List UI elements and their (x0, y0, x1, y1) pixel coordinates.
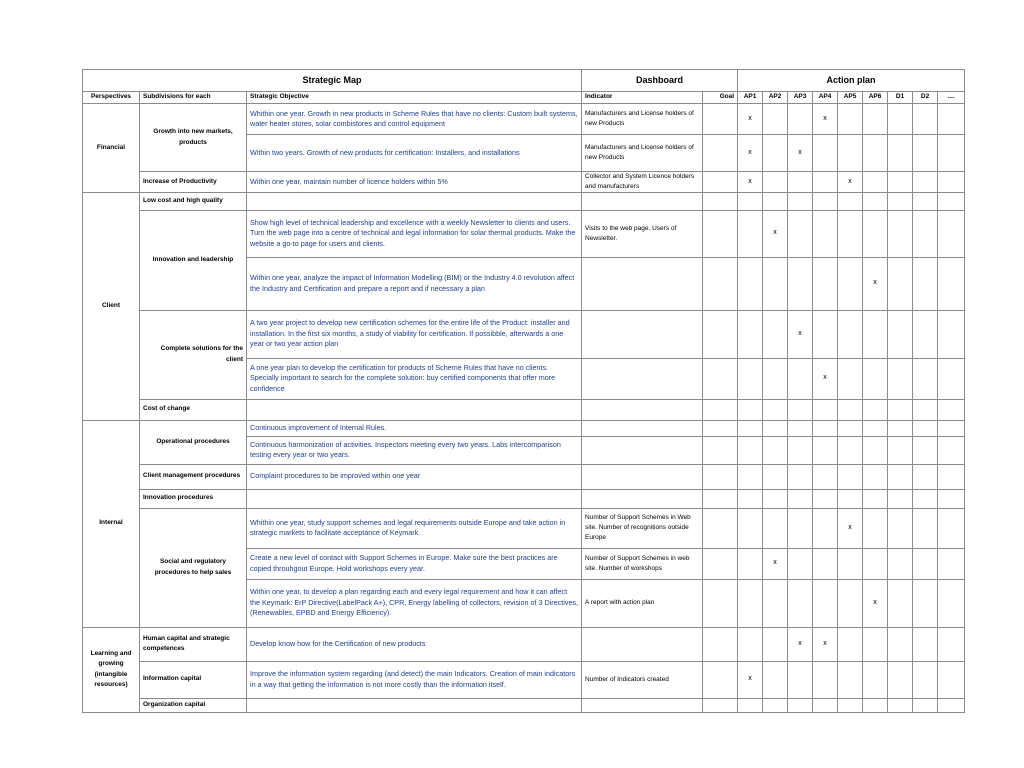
action-plan-mark: x (738, 135, 763, 172)
action-plan-mark (788, 257, 813, 310)
action-plan-mark (838, 104, 863, 135)
ap2-header: AP2 (763, 92, 788, 104)
indicator-cell: A report with action plan (582, 579, 703, 627)
action-plan-mark (738, 579, 763, 627)
goal-cell (703, 464, 738, 489)
action-plan-mark (913, 508, 938, 548)
action-plan-mark (888, 420, 913, 436)
objective-cell: Develop know how for the Certification of new products (247, 627, 582, 661)
action-plan-mark (738, 192, 763, 210)
indicator-cell: Visits to the web page. Users of Newsletter. (582, 210, 703, 257)
goal-cell (703, 698, 738, 712)
action-plan-mark (888, 661, 913, 698)
subdivision-cost-change: Cost of change (140, 399, 247, 420)
action-plan-mark (838, 210, 863, 257)
column-header-row (83, 92, 965, 104)
action-plan-mark (763, 508, 788, 548)
goal-cell (703, 627, 738, 661)
indicator-cell (582, 192, 703, 210)
action-plan-mark (888, 257, 913, 310)
objective-cell: Complaint procedures to be improved within one year (247, 464, 582, 489)
ap1-header: AP1 (738, 92, 763, 104)
action-plan-mark (763, 104, 788, 135)
action-plan-mark (763, 579, 788, 627)
goal-cell (703, 172, 738, 193)
perspective-financial: Financial (83, 104, 140, 193)
subdivision-information: Information capital (140, 661, 247, 698)
objective-header: Strategic Objective (247, 92, 582, 104)
action-plan-mark: x (863, 257, 888, 310)
action-plan-mark (913, 420, 938, 436)
action-plan-mark (763, 358, 788, 399)
action-plan-mark (863, 464, 888, 489)
action-plan-mark (838, 420, 863, 436)
goal-cell (703, 135, 738, 172)
action-plan-mark (738, 358, 763, 399)
action-plan-mark (913, 464, 938, 489)
action-plan-mark (788, 508, 813, 548)
goal-cell (703, 508, 738, 548)
objective-cell: Within one year, to develop a plan regarding each and every legal requirement and how it can affect the Keymark: ErP Directive(LabelPack A+), CPR, Energy labelling of collectors, revision of 3 Directives, (Renewables, EPBD and Energy Efficiency). (247, 579, 582, 627)
table-row (83, 420, 965, 436)
action-plan-mark (888, 399, 913, 420)
goal-cell (703, 489, 738, 508)
subdivision-client-mgmt: Client management procedures (140, 464, 247, 489)
objective-cell: Continuous harmonization of activities. Inspectors meeting every two years. Labs intercomparison testing every year or two years. (247, 436, 582, 464)
action-plan-mark (763, 698, 788, 712)
action-plan-mark (863, 436, 888, 464)
perspectives-header: Perspectives (83, 92, 140, 104)
subdivision-innovation-leadership: Innovation and leadership (140, 210, 247, 310)
action-plan-mark (788, 210, 813, 257)
indicator-cell (582, 420, 703, 436)
subdivisions-header: Subdivisions for each (140, 92, 247, 104)
action-plan-mark (813, 464, 838, 489)
action-plan-mark (938, 192, 965, 210)
table-row (83, 661, 965, 698)
action-plan-mark (738, 489, 763, 508)
indicator-cell (582, 310, 703, 358)
action-plan-mark (788, 464, 813, 489)
action-plan-mark (813, 579, 838, 627)
action-plan-mark (913, 627, 938, 661)
action-plan-mark (888, 172, 913, 193)
action-plan-mark: x (863, 579, 888, 627)
action-plan-mark (938, 548, 965, 579)
action-plan-mark: x (738, 661, 763, 698)
action-plan-mark (838, 135, 863, 172)
action-plan-mark (738, 436, 763, 464)
indicator-cell (582, 436, 703, 464)
action-plan-mark: x (788, 310, 813, 358)
action-plan-mark (763, 310, 788, 358)
action-plan-mark (888, 579, 913, 627)
objective-cell (247, 489, 582, 508)
indicator-cell (582, 464, 703, 489)
table-row (83, 627, 965, 661)
subdivision-human: Human capital and strategic competences (140, 627, 247, 661)
goal-cell (703, 436, 738, 464)
indicator-cell (582, 399, 703, 420)
action-plan-mark: x (813, 358, 838, 399)
action-plan-mark (863, 135, 888, 172)
action-plan-mark (938, 420, 965, 436)
strategic-map-header: Strategic Map (83, 70, 582, 92)
action-plan-mark (838, 698, 863, 712)
action-plan-mark (788, 661, 813, 698)
action-plan-mark (938, 358, 965, 399)
objective-cell (247, 192, 582, 210)
objective-cell: Create a new level of contact with Support Schemes in Europe. Make sure the best practices are copied throuhgout Europe. Hold workshops every year. (247, 548, 582, 579)
action-plan-mark (863, 104, 888, 135)
action-plan-mark (788, 358, 813, 399)
action-plan-mark (938, 464, 965, 489)
subdivision-productivity: Increase of Productivity (140, 172, 247, 193)
action-plan-mark (863, 358, 888, 399)
action-plan-mark (938, 310, 965, 358)
action-plan-mark (913, 104, 938, 135)
action-plan-mark (763, 627, 788, 661)
action-plan-mark (838, 627, 863, 661)
action-plan-mark (838, 464, 863, 489)
action-plan-mark (738, 548, 763, 579)
action-plan-mark: x (813, 104, 838, 135)
dashboard-header: Dashboard (582, 70, 738, 92)
table-row (83, 310, 965, 358)
action-plan-mark (938, 104, 965, 135)
subdivision-organization: Organization capital (140, 698, 247, 712)
action-plan-mark (913, 210, 938, 257)
action-plan-mark (838, 489, 863, 508)
ap4-header: AP4 (813, 92, 838, 104)
action-plan-mark (938, 508, 965, 548)
action-plan-mark (738, 399, 763, 420)
subdivision-complete-solutions: Complete solutions for the client (140, 310, 247, 399)
ap3-header: AP3 (788, 92, 813, 104)
action-plan-mark (788, 104, 813, 135)
action-plan-mark (813, 661, 838, 698)
action-plan-mark (763, 192, 788, 210)
table-row (83, 192, 965, 210)
table-row (83, 698, 965, 712)
action-plan-mark (813, 310, 838, 358)
action-plan-mark (888, 192, 913, 210)
perspective-client: Client (83, 192, 140, 420)
action-plan-mark (913, 135, 938, 172)
action-plan-mark (863, 192, 888, 210)
action-plan-mark: x (788, 627, 813, 661)
action-plan-mark (763, 135, 788, 172)
action-plan-mark (888, 698, 913, 712)
action-plan-mark (888, 104, 913, 135)
action-plan-mark (763, 436, 788, 464)
action-plan-mark (863, 698, 888, 712)
action-plan-mark: x (788, 135, 813, 172)
action-plan-mark (813, 399, 838, 420)
action-plan-mark (888, 310, 913, 358)
action-plan-mark (888, 436, 913, 464)
action-plan-mark (938, 172, 965, 193)
action-plan-mark (913, 436, 938, 464)
action-plan-mark (888, 627, 913, 661)
objective-cell: Whithin one year. Growth in new products in Scheme Rules that have no clients: Custom built systems, water heater stores, solar combistores and control equipment (247, 104, 582, 135)
table-row (83, 489, 965, 508)
action-plan-mark: x (838, 172, 863, 193)
goal-cell (703, 399, 738, 420)
action-plan-mark (838, 310, 863, 358)
subdivision-growth: Growth into new markets, products (140, 104, 247, 172)
action-plan-mark (738, 257, 763, 310)
table-row (83, 508, 965, 548)
action-plan-mark (788, 399, 813, 420)
indicator-header: Indicator (582, 92, 703, 104)
action-plan-mark (913, 489, 938, 508)
indicator-cell (582, 698, 703, 712)
action-plan-mark (788, 489, 813, 508)
action-plan-mark (863, 399, 888, 420)
action-plan-mark (788, 698, 813, 712)
action-plan-mark (788, 548, 813, 579)
perspective-internal: Internal (83, 420, 140, 627)
action-plan-mark (938, 661, 965, 698)
action-plan-mark (888, 135, 913, 172)
goal-cell (703, 310, 738, 358)
subdivision-operational: Operational procedures (140, 420, 247, 464)
objective-cell: Continuous improvement of Internal Rules. (247, 420, 582, 436)
action-plan-mark (813, 548, 838, 579)
indicator-cell: Manufacturers and License holders of new Products (582, 135, 703, 172)
action-plan-mark (863, 489, 888, 508)
goal-header: Goal (703, 92, 738, 104)
objective-cell (247, 399, 582, 420)
action-plan-mark (913, 257, 938, 310)
action-plan-mark (938, 489, 965, 508)
ap5-header: AP5 (838, 92, 863, 104)
indicator-cell: Number of Support Schemes in Web site. Number of recognitions outside Europe (582, 508, 703, 548)
action-plan-mark (788, 420, 813, 436)
goal-cell (703, 548, 738, 579)
action-plan-mark (763, 257, 788, 310)
action-plan-mark (863, 661, 888, 698)
action-plan-mark (913, 310, 938, 358)
indicator-cell (582, 358, 703, 399)
objective-cell (247, 698, 582, 712)
action-plan-mark (763, 661, 788, 698)
indicator-cell: Manufacturers and License holders of new Products (582, 104, 703, 135)
action-plan-mark (813, 192, 838, 210)
more-header: .... (938, 92, 965, 104)
action-plan-mark (838, 358, 863, 399)
action-plan-mark (788, 192, 813, 210)
action-plan-mark (913, 698, 938, 712)
action-plan-mark (838, 548, 863, 579)
action-plan-mark (838, 661, 863, 698)
action-plan-mark (938, 135, 965, 172)
d1-header: D1 (888, 92, 913, 104)
subdivision-innovation-proc: Innovation procedures (140, 489, 247, 508)
action-plan-mark (913, 548, 938, 579)
action-plan-mark (738, 310, 763, 358)
table-row (83, 172, 965, 193)
action-plan-mark (863, 172, 888, 193)
action-plan-mark: x (738, 172, 763, 193)
action-plan-mark (738, 698, 763, 712)
objective-cell: Within two years. Growth of new products for certification: Installers, and installations (247, 135, 582, 172)
goal-cell (703, 420, 738, 436)
action-plan-mark (813, 135, 838, 172)
d2-header: D2 (913, 92, 938, 104)
action-plan-mark (838, 579, 863, 627)
action-plan-mark (913, 399, 938, 420)
objective-cell: Whithin one year, study support schemes and legal requirements outside Europe and take action in strategic markets to facilitate acceptance of Keymark. (247, 508, 582, 548)
action-plan-mark (938, 257, 965, 310)
action-plan-mark (738, 627, 763, 661)
indicator-cell: Number of Support Schemes in web site. Number of workshops (582, 548, 703, 579)
action-plan-mark (863, 420, 888, 436)
indicator-cell: Number of Indicators created (582, 661, 703, 698)
action-plan-mark (738, 508, 763, 548)
goal-cell (703, 358, 738, 399)
goal-cell (703, 192, 738, 210)
action-plan-mark (863, 548, 888, 579)
action-plan-mark (938, 436, 965, 464)
action-plan-mark (813, 420, 838, 436)
action-plan-mark (838, 257, 863, 310)
objective-cell: A one year plan to develop the certification for products of Scheme Rules that have no clients. Specially important to search for the complete solution: buy certified components that offer more confidence (247, 358, 582, 399)
action-plan-mark (738, 420, 763, 436)
goal-cell (703, 210, 738, 257)
action-plan-mark (863, 508, 888, 548)
action-plan-mark (838, 192, 863, 210)
action-plan-mark (938, 399, 965, 420)
action-plan-mark (913, 358, 938, 399)
goal-cell (703, 579, 738, 627)
objective-cell: Within one year, analyze the impact of Information Modelling (BIM) or the Industry 4.0 revolution affect the Industry and Certification and prepare a report and if necessary a plan (247, 257, 582, 310)
action-plan-mark (813, 508, 838, 548)
action-plan-mark (888, 210, 913, 257)
action-plan-mark (938, 210, 965, 257)
action-plan-mark (738, 464, 763, 489)
indicator-cell (582, 627, 703, 661)
action-plan-mark (813, 210, 838, 257)
action-plan-mark (888, 489, 913, 508)
action-plan-mark (738, 210, 763, 257)
action-plan-mark (938, 579, 965, 627)
action-plan-mark (763, 489, 788, 508)
strategic-map-table (82, 69, 965, 713)
action-plan-mark (938, 698, 965, 712)
objective-cell: A two year project to develop new certification schemes for the entire life of the Product: installer and installation. In the first six months, a study of viability for certification. If possibble, afterwards a one year or two year action plan (247, 310, 582, 358)
action-plan-mark (813, 489, 838, 508)
action-plan-mark (763, 420, 788, 436)
action-plan-mark (763, 399, 788, 420)
action-plan-mark (763, 464, 788, 489)
action-plan-mark (863, 627, 888, 661)
subdivision-lowcost: Low cost and high quality (140, 192, 247, 210)
action-plan-mark (913, 192, 938, 210)
action-plan-mark (813, 698, 838, 712)
action-plan-mark: x (813, 627, 838, 661)
action-plan-mark: x (763, 548, 788, 579)
action-plan-mark (863, 210, 888, 257)
table-row (83, 464, 965, 489)
indicator-cell (582, 489, 703, 508)
action-plan-mark (813, 436, 838, 464)
action-plan-mark (763, 172, 788, 193)
subdivision-social: Social and regulatory procedures to help sales (140, 508, 247, 627)
ap6-header: AP6 (863, 92, 888, 104)
action-plan-mark (788, 436, 813, 464)
table-row (83, 399, 965, 420)
table-row (83, 210, 965, 257)
action-plan-mark (913, 661, 938, 698)
goal-cell (703, 257, 738, 310)
indicator-cell: Collector and System Licence holders and manufacturers (582, 172, 703, 193)
action-plan-mark (788, 172, 813, 193)
action-plan-mark: x (738, 104, 763, 135)
objective-cell: Improve the information system regarding (and detect) the main Indicators. Creation of main indicators in a way that getting the information is not more costly than the information itself. (247, 661, 582, 698)
action-plan-mark: x (763, 210, 788, 257)
action-plan-header: Action plan (738, 70, 965, 92)
action-plan-mark (888, 548, 913, 579)
goal-cell (703, 104, 738, 135)
action-plan-mark (813, 257, 838, 310)
action-plan-mark (888, 358, 913, 399)
action-plan-mark (838, 399, 863, 420)
action-plan-mark (838, 436, 863, 464)
table-row (83, 104, 965, 135)
section-header-row (83, 70, 965, 92)
action-plan-mark (788, 579, 813, 627)
action-plan-mark (913, 579, 938, 627)
perspective-learning: Learning and growing (intangible resources) (83, 627, 140, 712)
action-plan-mark (888, 464, 913, 489)
action-plan-mark (938, 627, 965, 661)
objective-cell: Show high level of technical leadership and excellence with a weekly Newsletter to clients and users. Turn the web page into a centre of technical and legal information for solar thermal products. Make the website a go-to page for users and clients. (247, 210, 582, 257)
action-plan-mark (813, 172, 838, 193)
action-plan-mark: x (838, 508, 863, 548)
action-plan-mark (863, 310, 888, 358)
objective-cell: Within one year, maintain number of licence holders within 5% (247, 172, 582, 193)
action-plan-mark (913, 172, 938, 193)
indicator-cell (582, 257, 703, 310)
action-plan-mark (888, 508, 913, 548)
goal-cell (703, 661, 738, 698)
